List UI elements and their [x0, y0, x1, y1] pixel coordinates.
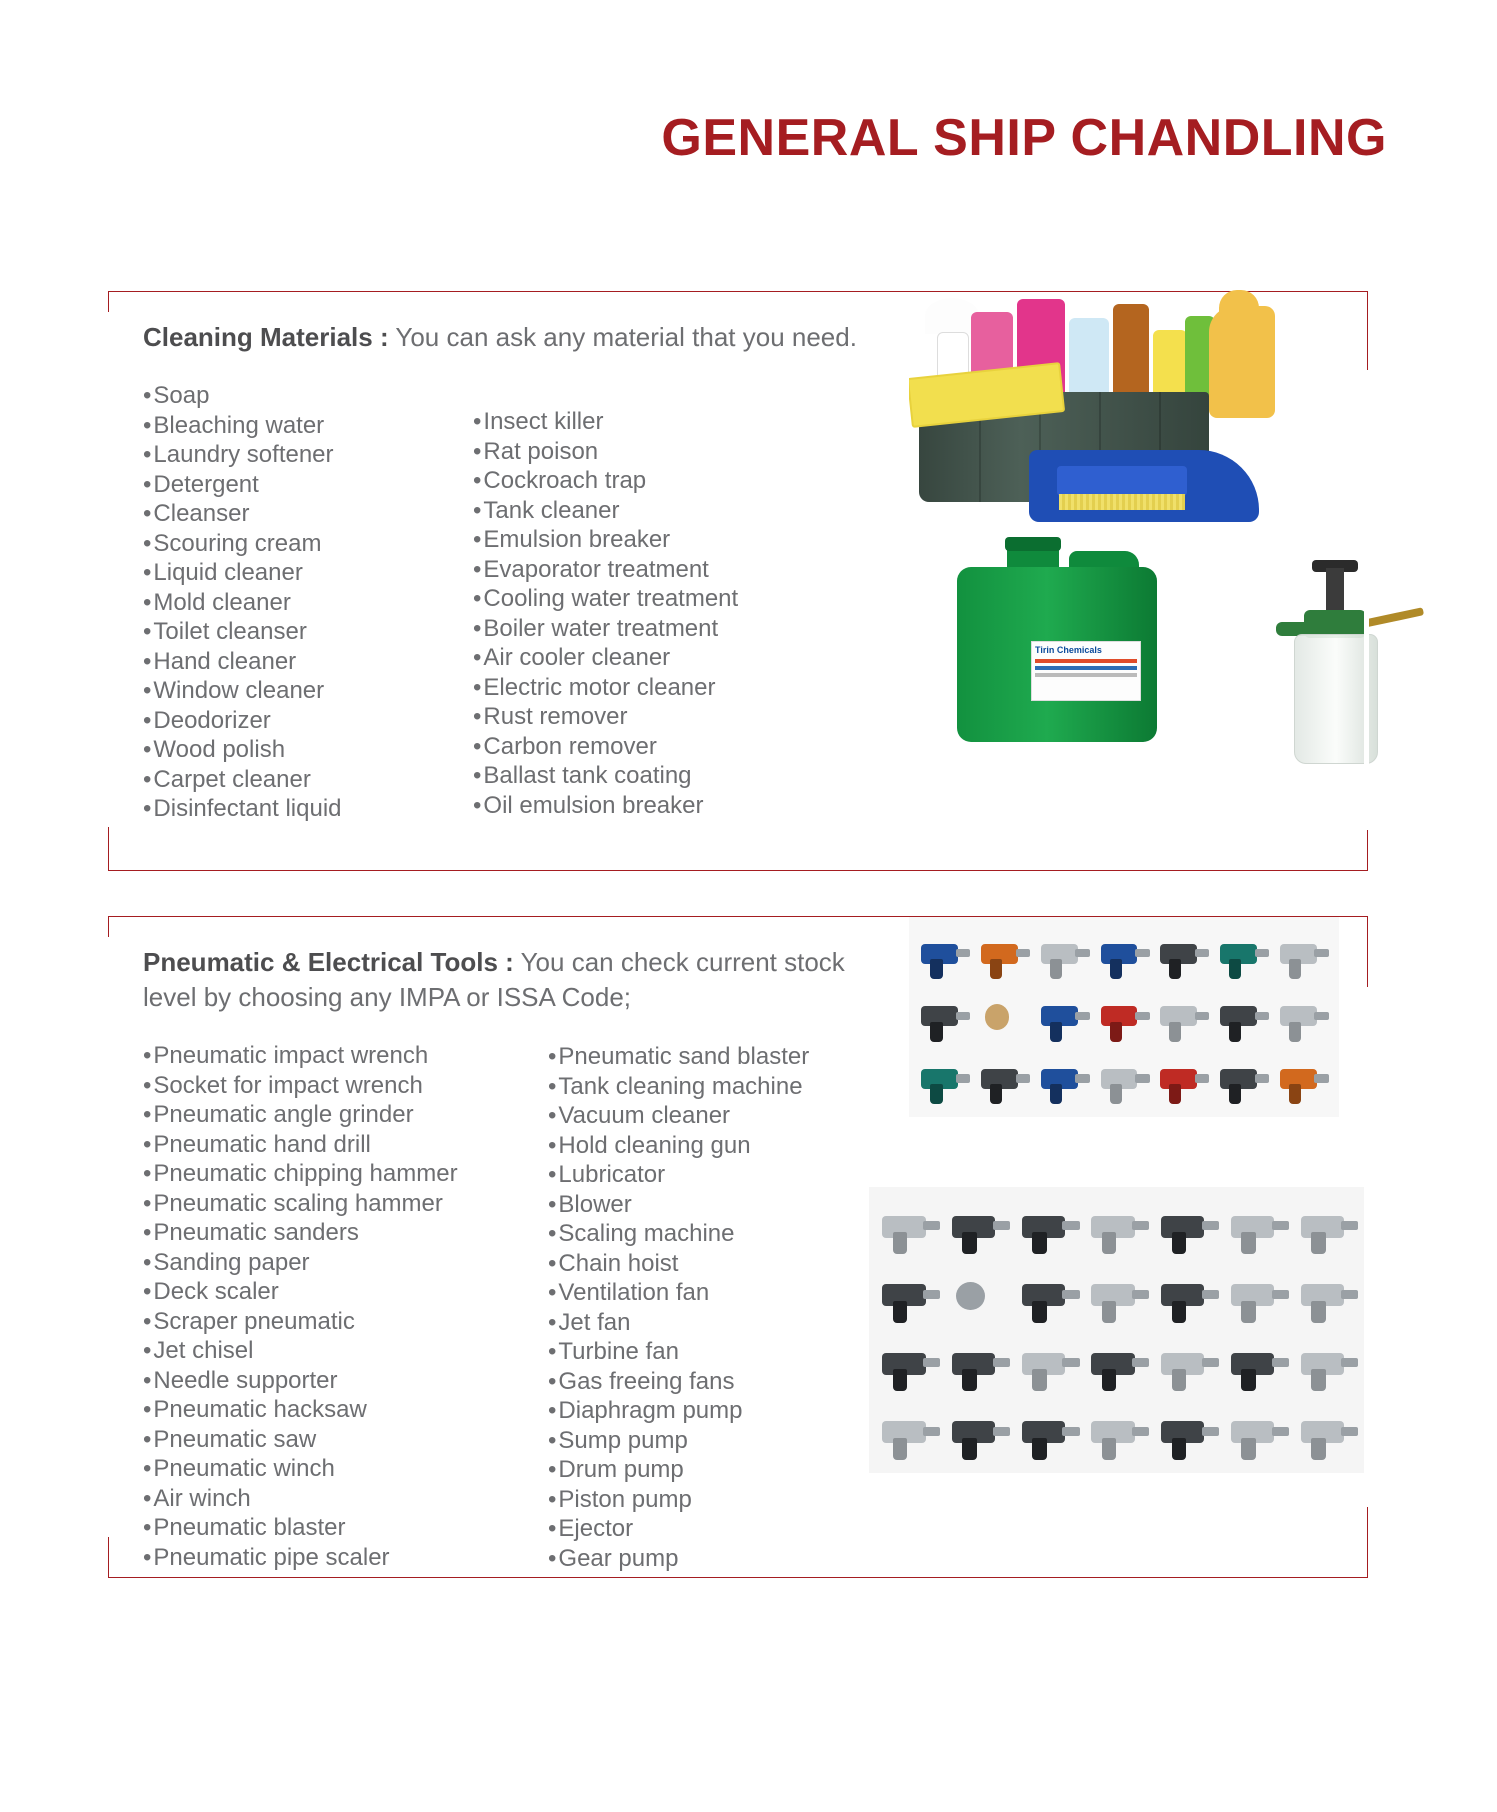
list-item: • Electric motor cleaner [473, 673, 803, 703]
list-item: • Diaphragm pump [548, 1396, 878, 1426]
tool-thumb [877, 1264, 943, 1329]
list-item: • Scouring cream [143, 529, 473, 559]
list-item: • Mold cleaner [143, 588, 473, 618]
electrical-power-tools-collage [909, 917, 1339, 1117]
list-item: • Oil emulsion breaker [473, 791, 803, 821]
list-item: • Piston pump [548, 1485, 878, 1515]
list-item: • Window cleaner [143, 676, 473, 706]
tool-thumb [1275, 1050, 1331, 1109]
list-item: • Jet chisel [143, 1336, 548, 1366]
list-item: • Pneumatic impact wrench [143, 1041, 548, 1071]
list-item: • Ballast tank coating [473, 761, 803, 791]
list-item: • Pneumatic winch [143, 1454, 548, 1484]
tool-thumb [1216, 925, 1272, 984]
tool-thumb [1086, 1195, 1152, 1260]
list-item: • Vacuum cleaner [548, 1101, 878, 1131]
list-item: • Boiler water treatment [473, 614, 803, 644]
list-item: • Cooling water treatment [473, 584, 803, 614]
tool-thumb [1016, 1332, 1082, 1397]
tool-thumb [977, 925, 1033, 984]
tool-thumb [1036, 988, 1092, 1047]
list-item: • Drum pump [548, 1455, 878, 1485]
tool-thumb [947, 1332, 1013, 1397]
hand-pressure-sprayer-photo [1254, 552, 1434, 772]
list-item: • Lubricator [548, 1160, 878, 1190]
tool-thumb [1216, 988, 1272, 1047]
section-heading [143, 320, 863, 355]
list-item: • Carpet cleaner [143, 765, 473, 795]
cleaning-supplies-bucket-photo [909, 282, 1309, 522]
list-item: • Turbine fan [548, 1337, 878, 1367]
tool-thumb [947, 1264, 1013, 1329]
list-item: • Pneumatic scaling hammer [143, 1189, 548, 1219]
list-item: • Tank cleaning machine [548, 1072, 878, 1102]
list-item: • Rat poison [473, 437, 803, 467]
tool-thumb [947, 1195, 1013, 1260]
list-item: • Sanding paper [143, 1248, 548, 1278]
list-item: • Insect killer [473, 407, 803, 437]
scrub-brush-handle [1057, 466, 1187, 496]
list-item: • Blower [548, 1190, 878, 1220]
sprayer-tank [1294, 634, 1378, 764]
list-item: • Wood polish [143, 735, 473, 765]
list-item: • Detergent [143, 470, 473, 500]
list-item: • Hold cleaning gun [548, 1131, 878, 1161]
list-item: • Gear pump [548, 1544, 878, 1574]
tool-thumb [877, 1332, 943, 1397]
tools-list-column-2 [548, 1041, 878, 1573]
tool-thumb [977, 988, 1033, 1047]
section-heading [143, 945, 863, 1015]
list-item: • Ejector [548, 1514, 878, 1544]
tool-thumb [1086, 1264, 1152, 1329]
tool-thumb [1156, 1332, 1222, 1397]
section-heading-lead: Cleaning Materials : [143, 322, 389, 352]
tool-thumb [1156, 988, 1212, 1047]
jerrycan-cap [1005, 537, 1061, 551]
list-item: • Jet fan [548, 1308, 878, 1338]
section-heading-rest: You can check current stock level by choosing any IMPA or ISSA Code; [143, 947, 845, 1013]
cleaning-list-column-1 [143, 381, 473, 824]
list-item: • Scaling machine [548, 1219, 878, 1249]
tool-thumb [1096, 1050, 1152, 1109]
section-cleaning-materials [108, 291, 1368, 871]
sprayer-lance [1358, 607, 1424, 629]
tool-thumb [877, 1401, 943, 1466]
tool-thumb [1036, 925, 1092, 984]
list-item: • Pneumatic sanders [143, 1218, 548, 1248]
tool-thumb [1295, 1264, 1361, 1329]
tool-thumb [917, 988, 973, 1047]
tool-thumb [1086, 1401, 1152, 1466]
list-item: • Emulsion breaker [473, 525, 803, 555]
list-item: • Chain hoist [548, 1249, 878, 1279]
tool-thumb [1226, 1332, 1292, 1397]
cleaning-list-column-2 [473, 381, 803, 824]
green-chemical-jerrycan-photo [947, 537, 1197, 757]
cleaning-materials-lists [143, 381, 873, 824]
rubber-gloves [1209, 306, 1275, 418]
list-item: • Rust remover [473, 702, 803, 732]
list-item: • Socket for impact wrench [143, 1071, 548, 1101]
list-item: • Disinfectant liquid [143, 794, 473, 824]
jerrycan-label-brand: Tirin Chemicals [1035, 645, 1102, 655]
tool-thumb [1096, 925, 1152, 984]
list-item: • Pneumatic saw [143, 1425, 548, 1455]
list-item: • Toilet cleanser [143, 617, 473, 647]
tool-thumb [1036, 1050, 1092, 1109]
tool-thumb [1275, 988, 1331, 1047]
tool-thumb [1156, 1264, 1222, 1329]
list-item: • Liquid cleaner [143, 558, 473, 588]
tool-thumb [1016, 1195, 1082, 1260]
list-item: • Pneumatic pipe scaler [143, 1543, 548, 1573]
list-item: • Deck scaler [143, 1277, 548, 1307]
list-item: • Pneumatic angle grinder [143, 1100, 548, 1130]
label-bar [1035, 673, 1137, 677]
list-item: • Carbon remover [473, 732, 803, 762]
jerrycan-label [1031, 641, 1141, 701]
section-heading-rest: You can ask any material that you need. [388, 322, 857, 352]
scrub-brush-bristles [1059, 494, 1185, 510]
section-heading-lead: Pneumatic & Electrical Tools : [143, 947, 514, 977]
brown-bottle [1113, 304, 1149, 404]
list-item: • Cockroach trap [473, 466, 803, 496]
list-item: • Pneumatic sand blaster [548, 1042, 878, 1072]
list-item: • Tank cleaner [473, 496, 803, 526]
tool-thumb [947, 1401, 1013, 1466]
tool-thumb [1226, 1195, 1292, 1260]
tool-thumb [1295, 1195, 1361, 1260]
list-item: • Pneumatic blaster [143, 1513, 548, 1543]
tool-thumb [877, 1195, 943, 1260]
list-item: • Evaporator treatment [473, 555, 803, 585]
list-item: • Ventilation fan [548, 1278, 878, 1308]
tool-thumb [1226, 1264, 1292, 1329]
list-item: • Needle supporter [143, 1366, 548, 1396]
tool-thumb [917, 1050, 973, 1109]
tool-thumb [1156, 1195, 1222, 1260]
tool-thumb [1016, 1264, 1082, 1329]
page-title: GENERAL SHIP CHANDLING [661, 109, 1387, 167]
list-item: • Bleaching water [143, 411, 473, 441]
list-item: • Gas freeing fans [548, 1367, 878, 1397]
tool-thumb [1295, 1401, 1361, 1466]
list-item: • Air cooler cleaner [473, 643, 803, 673]
list-item: • Pneumatic chipping hammer [143, 1159, 548, 1189]
tool-thumb [1216, 1050, 1272, 1109]
tool-thumb [1275, 925, 1331, 984]
list-item: • Deodorizer [143, 706, 473, 736]
list-item: • Sump pump [548, 1426, 878, 1456]
list-item: • Hand cleaner [143, 647, 473, 677]
tool-thumb [1096, 988, 1152, 1047]
tools-lists [143, 1041, 903, 1573]
tools-list-column-1 [143, 1041, 548, 1573]
list-item: • Scraper pneumatic [143, 1307, 548, 1337]
tool-thumb [1016, 1401, 1082, 1466]
sprayer-pump-rod [1326, 568, 1344, 614]
tool-thumb [977, 1050, 1033, 1109]
list-item: • Pneumatic hacksaw [143, 1395, 548, 1425]
tool-thumb [1156, 1401, 1222, 1466]
tool-thumb [1226, 1401, 1292, 1466]
list-item: • Laundry softener [143, 440, 473, 470]
label-bar [1035, 659, 1137, 663]
list-item: • Cleanser [143, 499, 473, 529]
tool-thumb [1086, 1332, 1152, 1397]
label-bar [1035, 666, 1137, 670]
tool-thumb [1295, 1332, 1361, 1397]
list-item: • Air winch [143, 1484, 548, 1514]
list-item: • Pneumatic hand drill [143, 1130, 548, 1160]
list-item: • Soap [143, 381, 473, 411]
section-pneumatic-electrical-tools [108, 916, 1368, 1578]
tool-thumb [1156, 925, 1212, 984]
pneumatic-air-tools-collage [869, 1187, 1369, 1473]
tool-thumb [1156, 1050, 1212, 1109]
tool-thumb [917, 925, 973, 984]
